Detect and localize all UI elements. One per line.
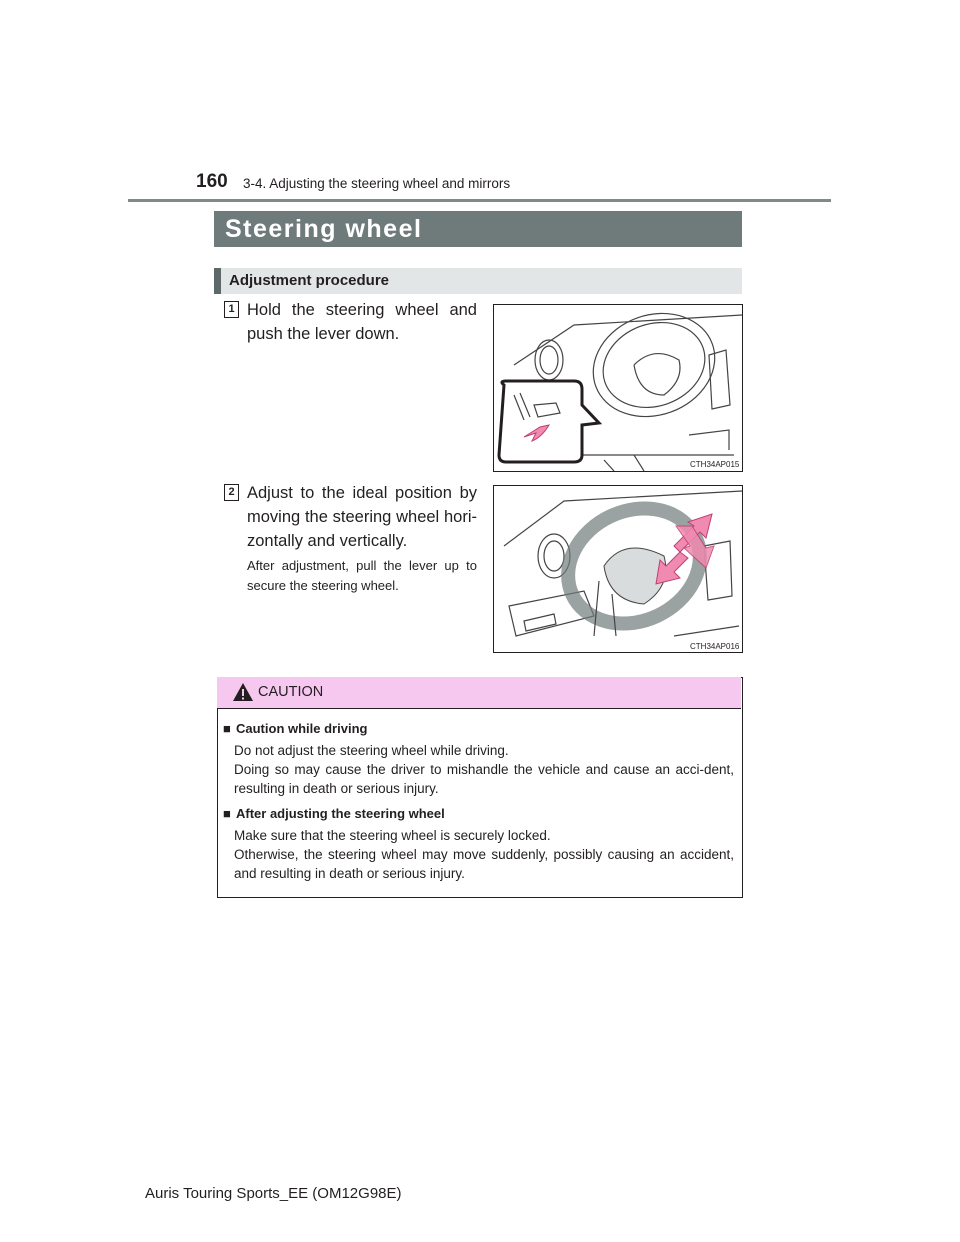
- steering-lever-drawing: [494, 305, 742, 471]
- caution-item-2-line-1: Make sure that the steering wheel is securely locked.: [234, 828, 551, 843]
- caution-label: CAUTION: [258, 684, 324, 700]
- step-2-illustration: [493, 485, 743, 653]
- subheading-accent: [214, 268, 221, 294]
- caution-item-2-bullet: ■: [223, 806, 231, 821]
- step-1-image-code: CTH34AP015: [690, 460, 740, 469]
- page-title: Steering wheel: [225, 215, 423, 243]
- step-1-number: 1: [224, 301, 239, 318]
- section-title: 3-4. Adjusting the steering wheel and mirrors: [243, 176, 511, 191]
- step-1-illustration: [493, 304, 743, 472]
- footer-model: Auris Touring Sports_EE (OM12G98E): [145, 1185, 402, 1202]
- step-2-image-code: CTH34AP016: [690, 642, 740, 651]
- step-2-number: 2: [224, 484, 239, 501]
- warning-triangle-icon: [232, 682, 254, 702]
- page-number: 160: [196, 171, 228, 192]
- steering-adjust-drawing: [494, 486, 742, 652]
- step-2-text: Adjust to the ideal position by moving the steering wheel hori-zontally and vertically.: [247, 484, 477, 550]
- caution-item-2-heading: After adjusting the steering wheel: [236, 806, 445, 821]
- step-2-note: After adjustment, pull the lever up to secure the steering wheel.: [247, 558, 477, 593]
- caution-item-2-line-2: Otherwise, the steering wheel may move suddenly, possibly causing an accident, and resulting in death or serious injury.: [234, 847, 734, 881]
- caution-item-1-line-1: Do not adjust the steering wheel while driving.: [234, 743, 509, 758]
- subheading: Adjustment procedure: [229, 272, 390, 289]
- header-rule: [128, 199, 831, 202]
- caution-item-1-bullet: ■: [223, 721, 231, 736]
- step-1-text: Hold the steering wheel and push the lever down.: [247, 301, 477, 343]
- caution-item-1-line-2: Doing so may cause the driver to mishandle the vehicle and cause an acci-dent, resulting in death or serious injury.: [234, 762, 734, 796]
- caution-item-1-heading: Caution while driving: [236, 721, 368, 736]
